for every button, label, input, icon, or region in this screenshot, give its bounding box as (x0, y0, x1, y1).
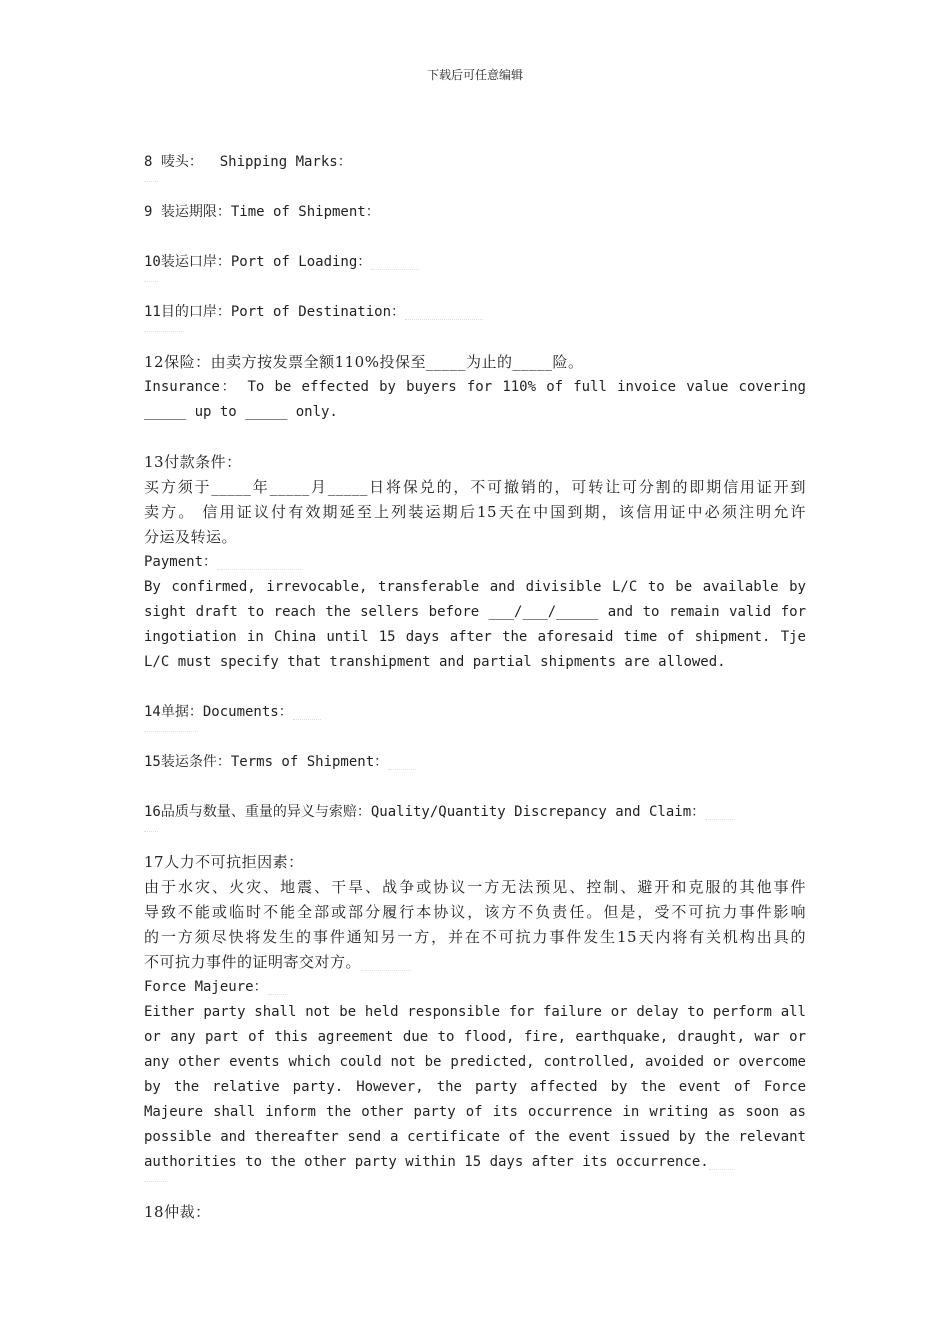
dotted-mark (268, 980, 288, 995)
dotted-mark (144, 325, 184, 332)
clause-17-en-line-1 (144, 1000, 806, 1025)
clause-13-cn-text-1: 买方须于_____年_____月_____日将保兑的，不可撤销的，可转让可分割的即期信用证开到 (144, 478, 806, 496)
clause-12-en-text-1: Insurance： To be effected by buyers for 110% of full invoice value covering (144, 379, 806, 395)
clause-18-title (144, 1200, 806, 1225)
clause-12-en-line-2 (144, 400, 806, 425)
spacer (144, 175, 806, 200)
clause-14-text: 14单据：Documents： (144, 704, 293, 720)
clause-16 (144, 800, 806, 825)
dotted-mark (705, 805, 735, 820)
clause-17-cn-text-3: 的一方须尽快将发生的事件通知另一方，并在不可抗力事件发生15天内将有关机构出具的 (144, 928, 806, 946)
spacer (144, 225, 806, 250)
dotted-mark (709, 1155, 735, 1170)
clause-13-cn-text-2: 卖方。 信用证议付有效期延至上列装运期后15天在中国到期，该信用证中必须注明允许 (144, 503, 806, 521)
spacer (144, 725, 806, 750)
dotted-mark (144, 275, 158, 282)
clause-17-en-text-4: by the relative party. However, the party affected by the event of Force (144, 1079, 806, 1095)
page-header: 下载后可任意编辑 (426, 68, 523, 82)
clause-17-cn-text-2: 导致不能或临时不能全部或部分履行本协议，该方不负责任。但是，受不可抗力事件影响 (144, 903, 806, 921)
clause-8 (144, 150, 806, 175)
clause-17-en-title (144, 975, 806, 1000)
clause-17-cn-line-4 (144, 950, 806, 975)
dotted-mark (388, 755, 416, 770)
clause-17-en-line-2 (144, 1025, 806, 1050)
clause-15-text: 15装运条件：Terms of Shipment： (144, 754, 389, 770)
clause-13-en-line-3 (144, 625, 806, 650)
dotted-mark (405, 305, 483, 320)
clause-13-en-title-text: Payment： (144, 554, 218, 570)
clause-13-title (144, 450, 806, 475)
clause-17-en-text-6: possible and thereafter send a certificate of the event issued by the relevant (144, 1129, 806, 1145)
clause-12-en-text-2: _____ up to _____ only. (144, 404, 338, 420)
dotted-mark (144, 825, 158, 832)
dotted-mark (371, 255, 419, 270)
clause-13-cn-line-2 (144, 500, 806, 525)
dotted-mark (217, 555, 303, 570)
clause-9-text: 9 装运期限：Time of Shipment： (144, 204, 380, 220)
clause-17-en-line-6 (144, 1125, 806, 1150)
clause-13-en-text-3: ingotiation in China until 15 days after the aforesaid time of shipment. Tje (144, 629, 806, 645)
clause-13-en-line-1 (144, 575, 806, 600)
clause-13-en-text-2: sight draft to reach the sellers before ___/___/_____ and to remain valid for (144, 604, 806, 620)
clause-14 (144, 700, 806, 725)
clause-15 (144, 750, 806, 775)
clause-10 (144, 250, 806, 275)
clause-8-text: 8 唛头： Shipping Marks： (144, 154, 352, 170)
spacer (144, 425, 806, 450)
clause-12-cn (144, 350, 806, 375)
clause-17-title (144, 850, 806, 875)
clause-17-en-text-1: Either party shall not be held responsible for failure or delay to perform all (144, 1004, 806, 1020)
clause-17-en-title-text: Force Majeure： (144, 979, 268, 995)
clause-13-en-text-1: By confirmed, irrevocable, transferable and divisible L/C to be available by (144, 579, 806, 595)
clause-17-cn-line-3 (144, 925, 806, 950)
clause-16-text: 16品质与数量、重量的异义与索赔：Quality/Quantity Discrepancy and Claim： (144, 804, 706, 820)
dotted-mark (144, 725, 198, 732)
clause-10-text: 10装运口岸：Port of Loading： (144, 254, 372, 270)
spacer (144, 1175, 806, 1200)
clause-13-title-text: 13付款条件： (144, 453, 242, 471)
clause-13-en-title (144, 550, 806, 575)
spacer (144, 825, 806, 850)
clause-12-cn-text: 12保险：由卖方按发票全额110%投保至_____为止的_____险。 (144, 353, 584, 371)
clause-13-cn-line-3 (144, 525, 806, 550)
clause-17-en-text-5: Majeure shall inform the other party of its occurrence in writing as soon as (144, 1104, 806, 1120)
dotted-mark (361, 956, 411, 971)
clause-13-cn-line-1 (144, 475, 806, 500)
clause-17-en-line-7 (144, 1150, 806, 1175)
clause-17-en-text-7: authorities to the other party within 15 days after its occurrence. (144, 1154, 709, 1170)
dotted-mark (144, 175, 158, 182)
clause-17-cn-line-1 (144, 875, 806, 900)
dotted-mark (293, 705, 321, 720)
clause-13-en-line-2 (144, 600, 806, 625)
clause-17-title-text: 17人力不可抗拒因素： (144, 853, 304, 871)
clause-17-en-text-2: or any part of this agreement due to flood, fire, earthquake, draught, war or (144, 1029, 806, 1045)
clause-13-cn-text-3: 分运及转运。 (144, 528, 238, 546)
clause-17-cn-text-4: 不可抗力事件的证明寄交对方。 (144, 953, 362, 971)
spacer (144, 325, 806, 350)
clause-11 (144, 300, 806, 325)
clause-17-en-line-4 (144, 1075, 806, 1100)
clause-9 (144, 200, 806, 225)
clause-12-en-line-1 (144, 375, 806, 400)
clause-11-text: 11目的口岸：Port of Destination： (144, 304, 406, 320)
contract-body (144, 150, 806, 1225)
clause-17-en-text-3: any other events which could not be predicted, controlled, avoided or overcome (144, 1054, 806, 1070)
spacer (144, 675, 806, 700)
clause-13-en-line-4 (144, 650, 806, 675)
clause-17-cn-line-2 (144, 900, 806, 925)
clause-13-en-text-4: L/C must specify that transhipment and partial shipments are allowed. (144, 654, 726, 670)
dotted-mark (144, 1175, 168, 1182)
clause-18-title-text: 18仲裁： (144, 1203, 211, 1221)
clause-17-cn-text-1: 由于水灾、火灾、地震、干旱、战争或协议一方无法预见、控制、避开和克服的其他事件 (144, 878, 806, 896)
spacer (144, 775, 806, 800)
clause-17-en-line-5 (144, 1100, 806, 1125)
clause-17-en-line-3 (144, 1050, 806, 1075)
spacer (144, 275, 806, 300)
